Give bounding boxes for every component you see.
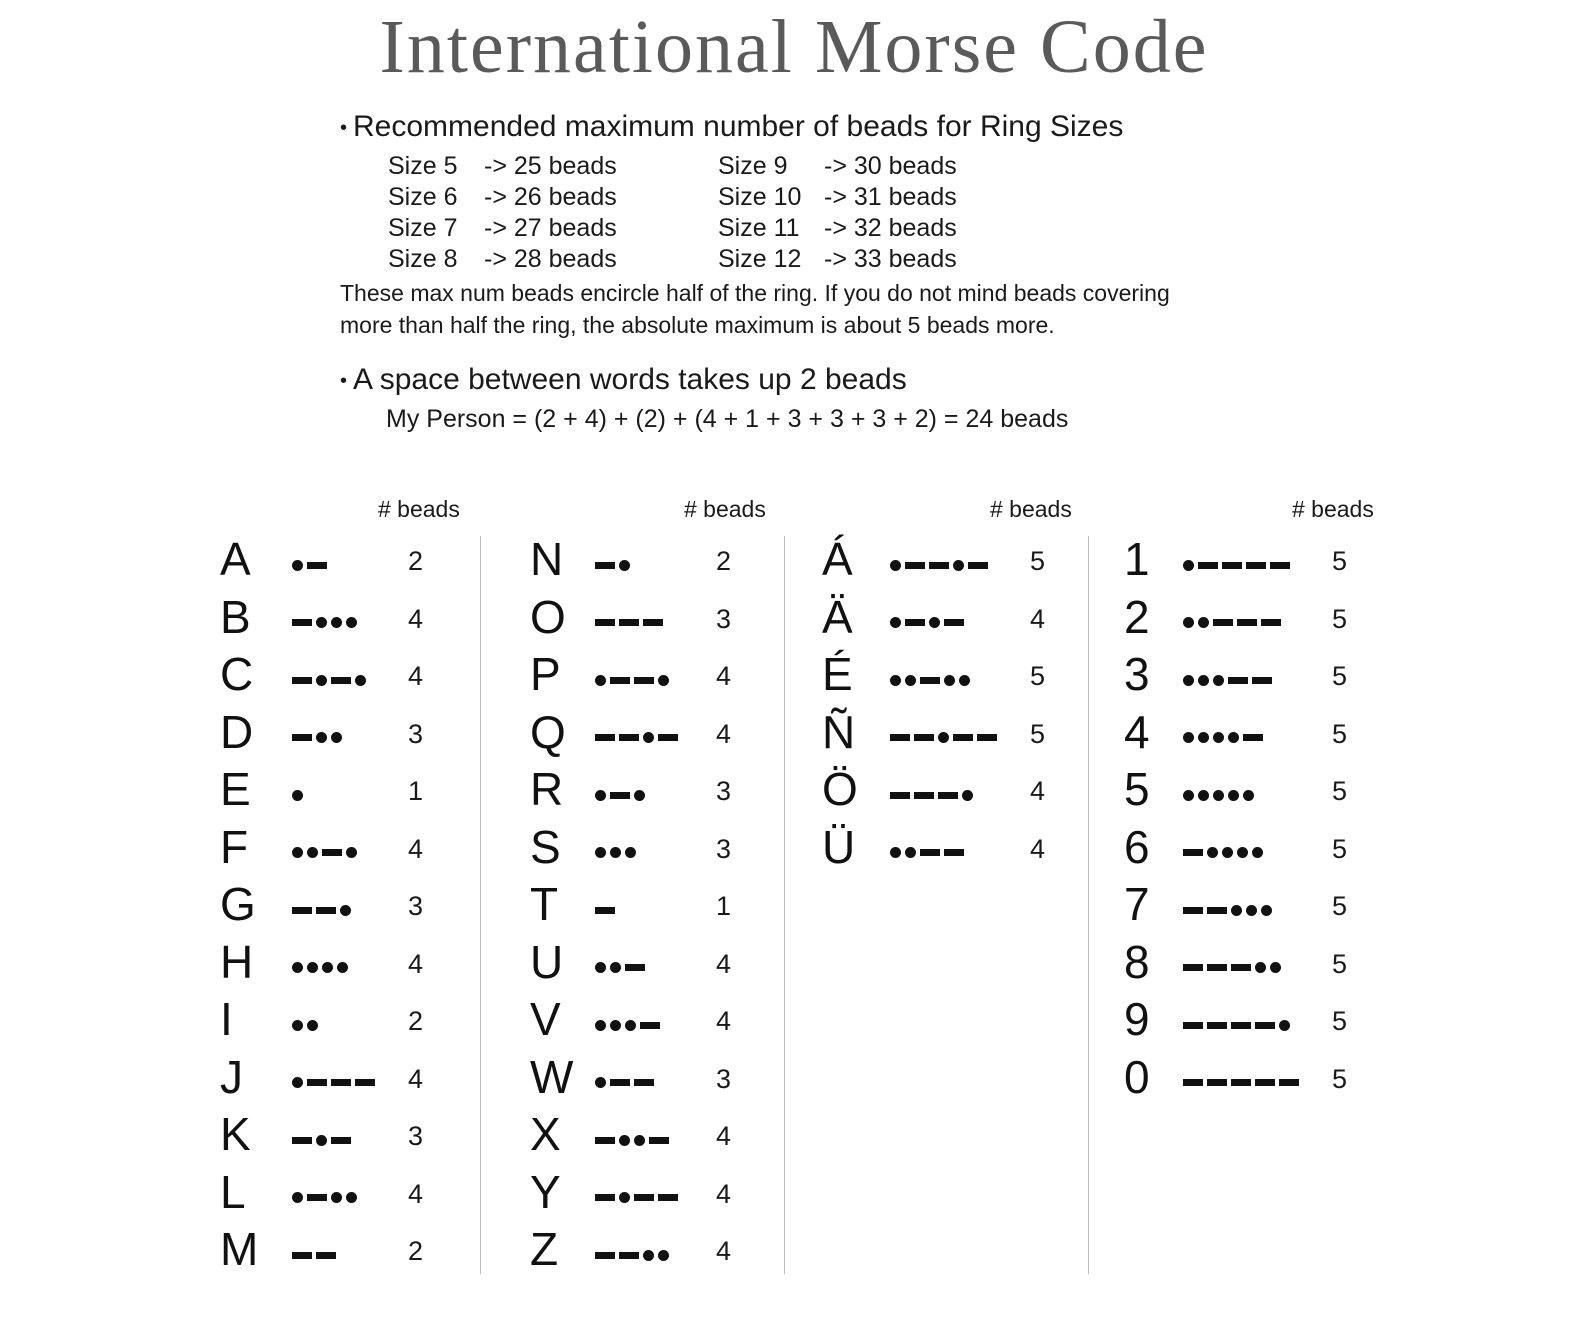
morse-character: 5 <box>1124 763 1150 815</box>
ring-size-note-line: more than half the ring, the absolute maximum is about 5 beads more. <box>340 312 1055 339</box>
bullet-icon: • <box>340 370 348 393</box>
ring-size-beads: -> 30 beads <box>824 152 957 181</box>
morse-dash <box>1279 1079 1299 1086</box>
morse-character: N <box>530 533 564 585</box>
bead-count: 4 <box>408 603 424 634</box>
morse-character: F <box>220 820 249 873</box>
morse-dot <box>1183 675 1194 686</box>
morse-row <box>0 590 1588 647</box>
morse-dot <box>1228 732 1239 743</box>
morse-code-pattern <box>1183 1018 1294 1032</box>
morse-character: R <box>530 763 564 815</box>
ring-size-beads: -> 33 beads <box>824 245 957 274</box>
morse-dot <box>1231 905 1242 916</box>
word-space-example: My Person = (2 + 4) + (2) + (4 + 1 + 3 + 3 + 3 + 2) = 24 beads <box>386 405 1069 434</box>
morse-dash <box>1270 562 1290 569</box>
morse-dash <box>1207 964 1227 971</box>
morse-character: 1 <box>1124 533 1150 585</box>
morse-dash <box>1207 1022 1227 1029</box>
bead-count: 4 <box>408 948 424 979</box>
morse-dash <box>1243 734 1263 741</box>
morse-dot <box>1246 905 1257 916</box>
bead-count: 3 <box>716 833 732 864</box>
morse-character: 2 <box>1124 590 1150 643</box>
morse-row <box>0 532 1588 589</box>
morse-dash <box>1228 677 1248 684</box>
morse-dot <box>1243 790 1254 801</box>
morse-dot <box>1198 675 1209 686</box>
bead-count: 4 <box>716 1236 732 1266</box>
morse-dot <box>1198 790 1209 801</box>
morse-dot <box>1207 847 1218 858</box>
morse-row <box>0 1050 1588 1107</box>
morse-dash <box>1183 1079 1203 1086</box>
bead-count: 4 <box>408 661 424 691</box>
morse-dot <box>1183 560 1194 571</box>
morse-code-pattern <box>1183 903 1276 917</box>
morse-dot <box>1183 790 1194 801</box>
morse-code-pattern <box>1183 673 1276 687</box>
morse-dot <box>1183 732 1194 743</box>
morse-dash <box>1207 907 1227 914</box>
morse-character: Ö <box>822 763 858 815</box>
morse-dash <box>1252 677 1272 684</box>
morse-dash <box>1231 1022 1251 1029</box>
bead-count: 4 <box>716 948 732 979</box>
ring-size-beads: -> 28 beads <box>484 245 617 274</box>
ring-size-label: Size 9 <box>718 152 788 181</box>
morse-dot <box>1222 847 1233 858</box>
morse-code-pattern <box>1183 846 1267 860</box>
bead-count: 2 <box>408 546 424 576</box>
morse-row <box>0 647 1588 704</box>
morse-character: 9 <box>1124 993 1150 1045</box>
morse-character: Q <box>530 705 566 758</box>
morse-dash <box>1237 619 1257 626</box>
ring-size-beads: -> 32 beads <box>824 214 957 243</box>
morse-row <box>0 935 1588 992</box>
morse-character: E <box>220 763 251 815</box>
info-section <box>340 108 1300 436</box>
morse-character: H <box>220 935 254 988</box>
bead-count: 5 <box>1030 718 1046 749</box>
morse-dash <box>1261 619 1281 626</box>
morse-character: G <box>220 878 256 930</box>
bead-count: 5 <box>1332 603 1348 634</box>
morse-character: É <box>822 648 853 700</box>
morse-dash <box>1231 964 1251 971</box>
morse-code-pattern <box>1183 731 1267 745</box>
morse-character: U <box>530 935 564 988</box>
bead-count: 2 <box>408 1006 424 1036</box>
bead-count: 5 <box>1030 661 1046 691</box>
ring-size-heading <box>340 108 1300 147</box>
ring-size-label: Size 12 <box>718 245 802 274</box>
morse-dot <box>1279 1020 1290 1031</box>
beads-column-header: # beads <box>684 496 766 522</box>
bead-count: 5 <box>1332 718 1348 749</box>
morse-dot <box>1213 732 1224 743</box>
morse-character: S <box>530 820 561 873</box>
bead-count: 5 <box>1332 948 1348 979</box>
ring-size-label: Size 11 <box>718 214 800 243</box>
bead-count: 4 <box>1030 776 1046 806</box>
morse-character: L <box>220 1165 246 1218</box>
ring-size-label: Size 6 <box>388 183 458 212</box>
bead-count: 1 <box>716 891 732 921</box>
morse-dot <box>1270 962 1281 973</box>
morse-dot <box>1198 617 1209 628</box>
word-space-heading <box>340 361 1300 400</box>
morse-character: M <box>220 1223 259 1275</box>
morse-dot <box>1252 847 1263 858</box>
bead-count: 4 <box>1030 833 1046 864</box>
morse-row <box>0 762 1588 819</box>
bead-count: 5 <box>1332 661 1348 691</box>
morse-character: B <box>220 590 251 643</box>
morse-dash <box>1231 1079 1251 1086</box>
bead-count: 4 <box>408 1063 424 1094</box>
morse-character: D <box>220 705 254 758</box>
bead-count: 5 <box>1332 1063 1348 1094</box>
morse-character: Z <box>530 1223 559 1275</box>
morse-dash <box>1183 1022 1203 1029</box>
morse-character: X <box>530 1108 561 1160</box>
morse-dash <box>1255 1079 1275 1086</box>
bead-count: 3 <box>408 891 424 921</box>
morse-dash <box>1213 619 1233 626</box>
bead-count: 4 <box>408 833 424 864</box>
bead-count: 3 <box>716 1063 732 1094</box>
bullet-icon: • <box>340 117 348 140</box>
ring-size-note-line: These max num beads encircle half of the ring. If you do not mind beads covering <box>340 280 1170 307</box>
morse-character: V <box>530 993 561 1045</box>
morse-character: 3 <box>1124 648 1150 700</box>
ring-size-label: Size 8 <box>388 245 458 274</box>
ring-size-beads: -> 27 beads <box>484 214 617 243</box>
bead-count: 5 <box>1332 546 1348 576</box>
morse-row <box>0 992 1588 1049</box>
ring-size-label: Size 5 <box>388 152 458 181</box>
morse-code-pattern <box>1183 558 1294 572</box>
morse-character: J <box>220 1050 243 1103</box>
morse-dash <box>1255 1022 1275 1029</box>
page-title: International Morse Code <box>379 5 1209 89</box>
bead-count: 5 <box>1332 776 1348 806</box>
morse-character: I <box>220 993 233 1045</box>
morse-character: Ü <box>822 820 856 873</box>
ring-size-note <box>340 277 1300 341</box>
morse-character: W <box>530 1050 574 1103</box>
bead-count: 4 <box>1030 603 1046 634</box>
beads-column-header: # beads <box>1292 496 1374 522</box>
morse-dash <box>1207 1079 1227 1086</box>
ring-size-label: Size 10 <box>718 183 802 212</box>
morse-character: A <box>220 533 251 585</box>
bead-count: 4 <box>716 1178 732 1209</box>
morse-dot <box>1228 790 1239 801</box>
ring-size-beads: -> 31 beads <box>824 183 957 212</box>
morse-code-pattern <box>1183 788 1258 802</box>
morse-character: 4 <box>1124 705 1150 758</box>
morse-character: P <box>530 648 561 700</box>
morse-character: 7 <box>1124 878 1150 930</box>
morse-row <box>0 820 1588 877</box>
word-space-heading-text: A space between words takes up 2 beads <box>353 363 907 397</box>
morse-dot <box>1237 847 1248 858</box>
morse-code-table <box>0 496 1588 1296</box>
bead-count: 5 <box>1332 891 1348 921</box>
bead-count: 4 <box>408 1178 424 1209</box>
morse-dot <box>1213 675 1224 686</box>
morse-dash <box>1198 562 1218 569</box>
morse-dot <box>1261 905 1272 916</box>
morse-code-pattern <box>1183 616 1285 630</box>
morse-dot <box>1255 962 1266 973</box>
morse-dash <box>1183 907 1203 914</box>
bead-count: 3 <box>408 718 424 749</box>
beads-column-header: # beads <box>378 496 460 522</box>
morse-row <box>0 705 1588 762</box>
bead-count: 3 <box>716 603 732 634</box>
morse-column <box>0 496 1588 1276</box>
bead-count: 4 <box>716 1006 732 1036</box>
morse-character: Ä <box>822 590 853 643</box>
morse-character: Ñ <box>822 705 856 758</box>
morse-character: O <box>530 590 566 643</box>
morse-dot <box>1198 732 1209 743</box>
ring-size-label: Size 7 <box>388 214 458 243</box>
morse-code-pattern <box>1183 961 1285 975</box>
ring-size-beads: -> 25 beads <box>484 152 617 181</box>
beads-column-header: # beads <box>990 496 1072 522</box>
bead-count: 3 <box>716 776 732 806</box>
morse-character: T <box>530 878 559 930</box>
morse-character: Y <box>530 1165 561 1218</box>
bead-count: 1 <box>408 776 424 806</box>
bead-count: 4 <box>716 661 732 691</box>
morse-dot <box>1183 617 1194 628</box>
bead-count: 5 <box>1030 546 1046 576</box>
morse-dash <box>1222 562 1242 569</box>
morse-character: 0 <box>1124 1050 1150 1103</box>
morse-character: 6 <box>1124 820 1150 873</box>
morse-character: K <box>220 1108 251 1160</box>
ring-size-list <box>388 151 1300 275</box>
morse-dash <box>1183 849 1203 856</box>
morse-row <box>0 877 1588 934</box>
bead-count: 4 <box>716 718 732 749</box>
bead-count: 3 <box>408 1121 424 1151</box>
ring-size-beads: -> 26 beads <box>484 183 617 212</box>
bead-count: 2 <box>408 1236 424 1266</box>
morse-character: 8 <box>1124 935 1150 988</box>
bead-count: 5 <box>1332 1006 1348 1036</box>
morse-character: Á <box>822 533 853 585</box>
ring-size-heading-text: Recommended maximum number of beads for Ring Sizes <box>353 110 1124 143</box>
bead-count: 4 <box>716 1121 732 1151</box>
morse-dash <box>1246 562 1266 569</box>
morse-dot <box>1213 790 1224 801</box>
morse-character: C <box>220 648 254 700</box>
morse-dash <box>1183 964 1203 971</box>
bead-count: 5 <box>1332 833 1348 864</box>
morse-code-pattern <box>1183 1076 1303 1090</box>
bead-count: 2 <box>716 546 732 576</box>
